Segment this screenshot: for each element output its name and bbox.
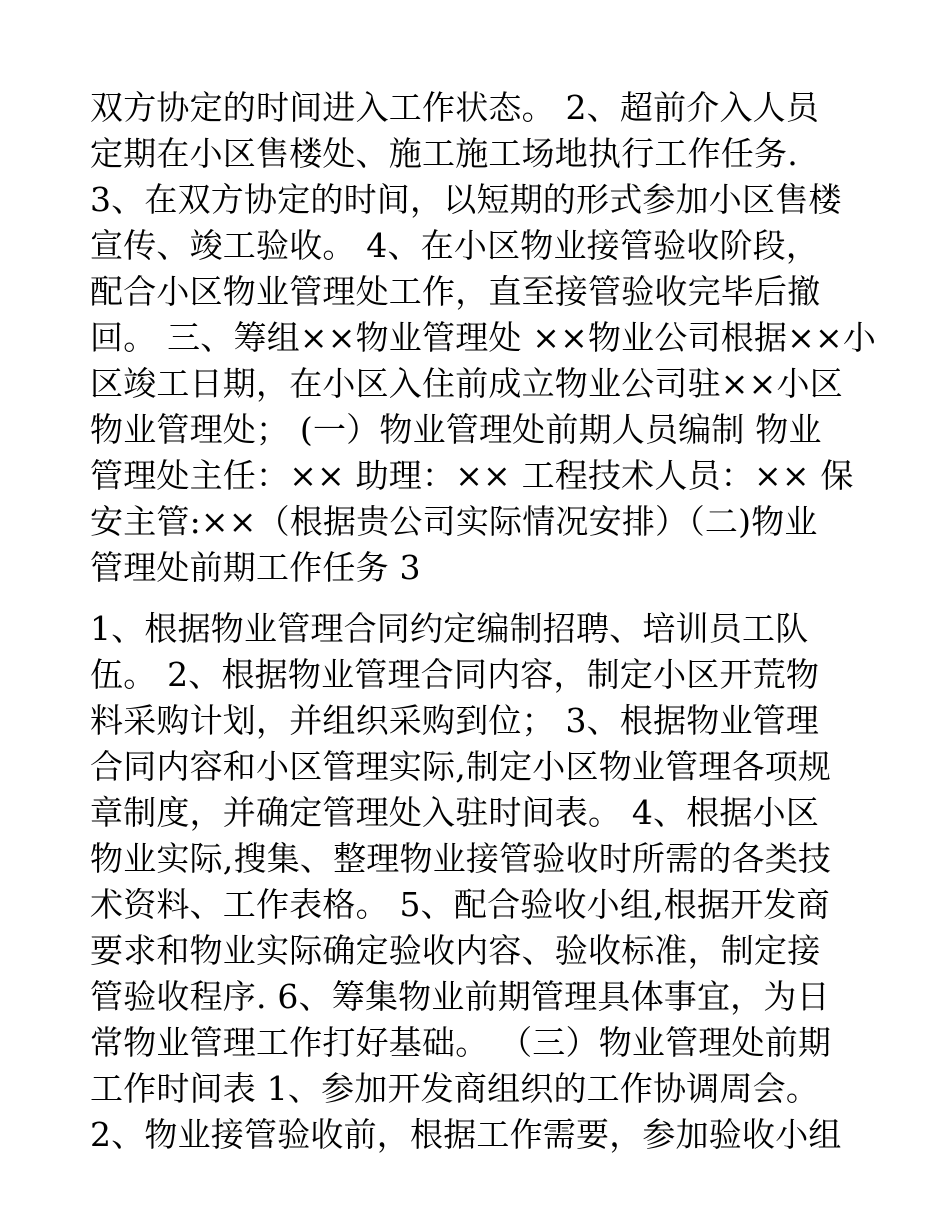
text-line: 工作时间表 1、参加开发商组织的工作协调周会。: [90, 1069, 820, 1108]
text-line: 安主管:××（根据贵公司实际情况安排）（二)物业: [90, 502, 818, 541]
text-line: 物业实际,搜集、整理物业接管验收时所需的各类技: [90, 839, 832, 878]
text-line: 定期在小区售楼处、施工施工场地执行工作任务.: [90, 134, 798, 173]
text-line: 术资料、工作表格。 5、配合验收小组,根据开发商: [90, 885, 830, 924]
text-line: 配合小区物业管理处工作，直至接管验收完毕后撤: [90, 272, 821, 311]
text-line: 管验收程序. 6、筹集物业前期管理具体事宜，为日: [90, 977, 830, 1016]
text-line: 合同内容和小区管理实际,制定小区物业管理各项规: [90, 747, 832, 786]
text-line: 管理处前期工作任务 3: [90, 548, 421, 587]
text-line: 物业管理处； (一）物业管理处前期人员编制 物业: [90, 410, 822, 449]
text-line: 料采购计划，并组织采购到位； 3、根据物业管理: [90, 701, 820, 740]
text-line: 区竣工日期，在小区入住前成立物业公司驻××小区: [90, 364, 843, 403]
text-line: 要求和物业实际确定验收内容、验收标准，制定接: [90, 931, 821, 970]
text-line: 双方协定的时间进入工作状态。 2、超前介入人员: [90, 88, 820, 127]
text-line: 宣传、竣工验收。 4、在小区物业接管验收阶段，: [90, 226, 820, 265]
text-line: 章制度，并确定管理处入驻时间表。 4、根据小区: [90, 793, 820, 832]
text-line: 2、物业接管验收前，根据工作需要，参加验收小组: [90, 1115, 842, 1154]
text-line: 1、根据物业管理合同约定编制招聘、培训员工队: [90, 609, 809, 648]
text-line: 回。 三、筹组××物业管理处 ××物业公司根据××小: [90, 318, 877, 357]
text-line: 管理处主任：×× 助理：×× 工程技术人员：×× 保: [90, 456, 854, 495]
text-line: 3、在双方协定的时间，以短期的形式参加小区售楼: [90, 180, 842, 219]
text-line: 伍。 2、根据物业管理合同内容，制定小区开荒物: [90, 655, 820, 694]
text-line: 常物业管理工作打好基础。 （三）物业管理处前期: [90, 1023, 832, 1062]
